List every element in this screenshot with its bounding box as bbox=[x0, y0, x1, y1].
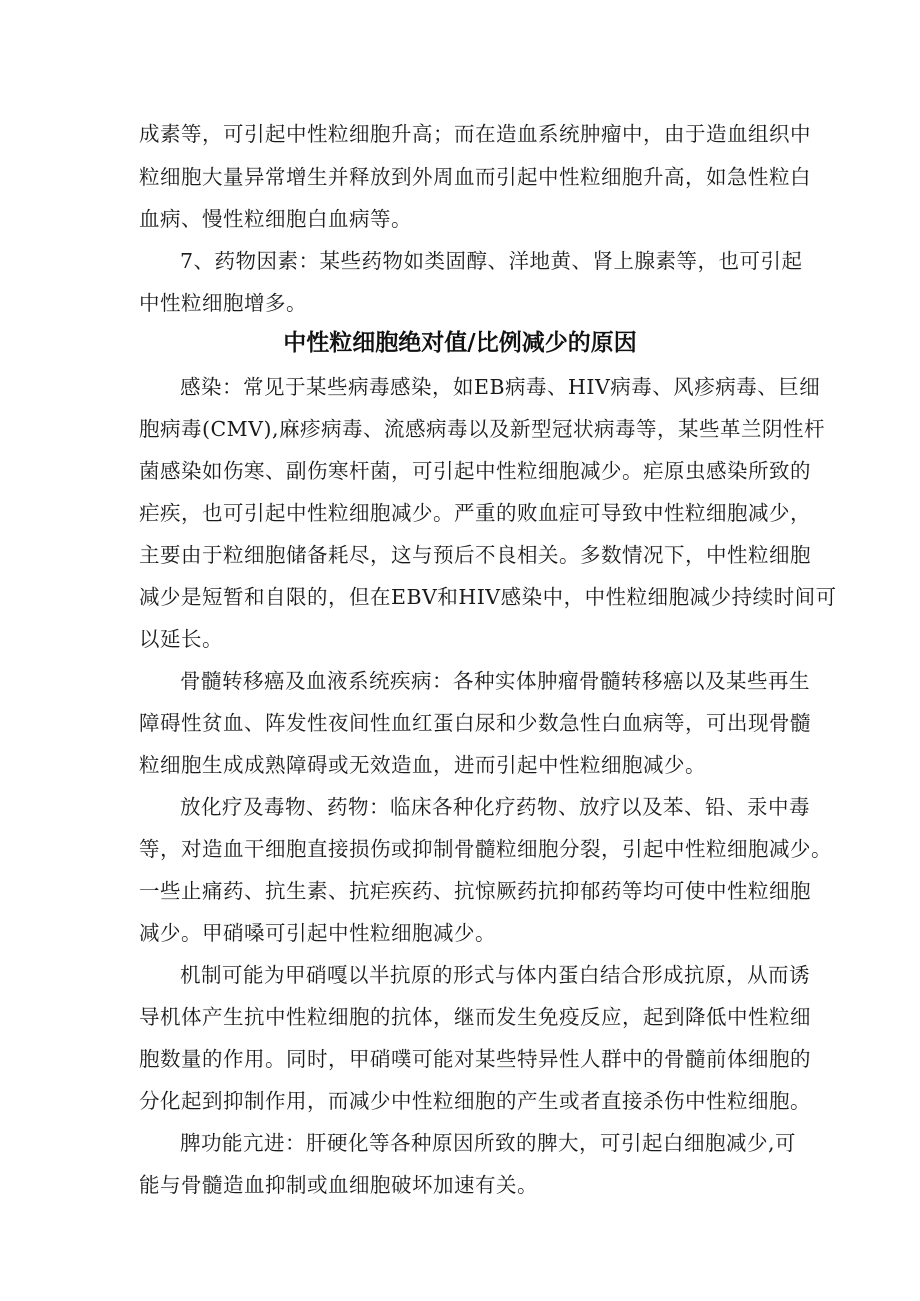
paragraph-line: 感染：常见于某些病毒感染，如EB病毒、HIV病毒、风疹病毒、巨细 bbox=[180, 375, 821, 399]
paragraph-line: 脾功能亢进：肝硬化等各种原因所致的脾大，可引起白细胞减少,可 bbox=[180, 1131, 797, 1155]
paragraph-line: 以延长。 bbox=[139, 627, 223, 651]
paragraph-line: 分化起到抑制作用，而减少中性粒细胞的产生或者直接杀伤中性粒细胞。 bbox=[139, 1089, 811, 1113]
paragraph-line: 7、药物因素：某些药物如类固醇、洋地黄、肾上腺素等，也可引起 bbox=[180, 249, 803, 273]
paragraph-line: 减少。甲硝嗓可引起中性粒细胞减少。 bbox=[139, 921, 496, 945]
paragraph-line: 障碍性贫血、阵发性夜间性血红蛋白尿和少数急性白血病等，可出现骨髓 bbox=[139, 711, 811, 735]
paragraph-line: 粒细胞生成成熟障碍或无效造血，进而引起中性粒细胞减少。 bbox=[139, 753, 706, 777]
paragraph-line: 一些止痛药、抗生素、抗疟疾药、抗惊厥药抗抑郁药等均可使中性粒细胞 bbox=[139, 879, 811, 903]
paragraph-line: 导机体产生抗中性粒细胞的抗体，继而发生免疫反应，起到降低中性粒细 bbox=[139, 1005, 811, 1029]
paragraph-line: 等，对造血干细胞直接损伤或抑制骨髓粒细胞分裂，引起中性粒细胞减少。 bbox=[139, 837, 832, 861]
paragraph-line: 放化疗及毒物、药物：临床各种化疗药物、放疗以及苯、铅、汞中毒 bbox=[180, 795, 810, 819]
paragraph-line: 机制可能为甲硝嘎以半抗原的形式与体内蛋白结合形成抗原，从而诱 bbox=[180, 963, 810, 987]
paragraph-line: 能与骨髓造血抑制或血细胞破坏加速有关。 bbox=[139, 1173, 538, 1197]
paragraph-line: 减少是短暂和自限的，但在EBV和HIV感染中，中性粒细胞减少持续时间可 bbox=[139, 585, 837, 609]
paragraph-line: 疟疾，也可引起中性粒细胞减少。严重的败血症可导致中性粒细胞减少， bbox=[139, 501, 811, 525]
section-heading: 中性粒细胞绝对值/比例减少的原因 bbox=[283, 330, 637, 356]
paragraph-line: 胞数量的作用。同时，甲硝噗可能对某些特异性人群中的骨髓前体细胞的 bbox=[139, 1047, 811, 1071]
paragraph-line: 主要由于粒细胞储备耗尽，这与预后不良相关。多数情况下，中性粒细胞 bbox=[139, 543, 811, 567]
paragraph-line: 血病、慢性粒细胞白血病等。 bbox=[139, 207, 412, 231]
paragraph-line: 成素等，可引起中性粒细胞升高；而在造血系统肿瘤中，由于造血组织中 bbox=[139, 122, 811, 146]
paragraph-line: 菌感染如伤寒、副伤寒杆菌，可引起中性粒细胞减少。疟原虫感染所致的 bbox=[139, 459, 811, 483]
paragraph-line: 粒细胞大量异常增生并释放到外周血而引起中性粒细胞升高，如急性粒白 bbox=[139, 165, 811, 189]
paragraph-line: 骨髓转移癌及血液系统疾病：各种实体肿瘤骨髓转移癌以及某些再生 bbox=[180, 669, 810, 693]
paragraph-line: 中性粒细胞增多。 bbox=[139, 291, 307, 315]
paragraph-line: 胞病毒(CMV),麻疹病毒、流感病毒以及新型冠状病毒等，某些革兰阴性杆 bbox=[139, 417, 825, 441]
